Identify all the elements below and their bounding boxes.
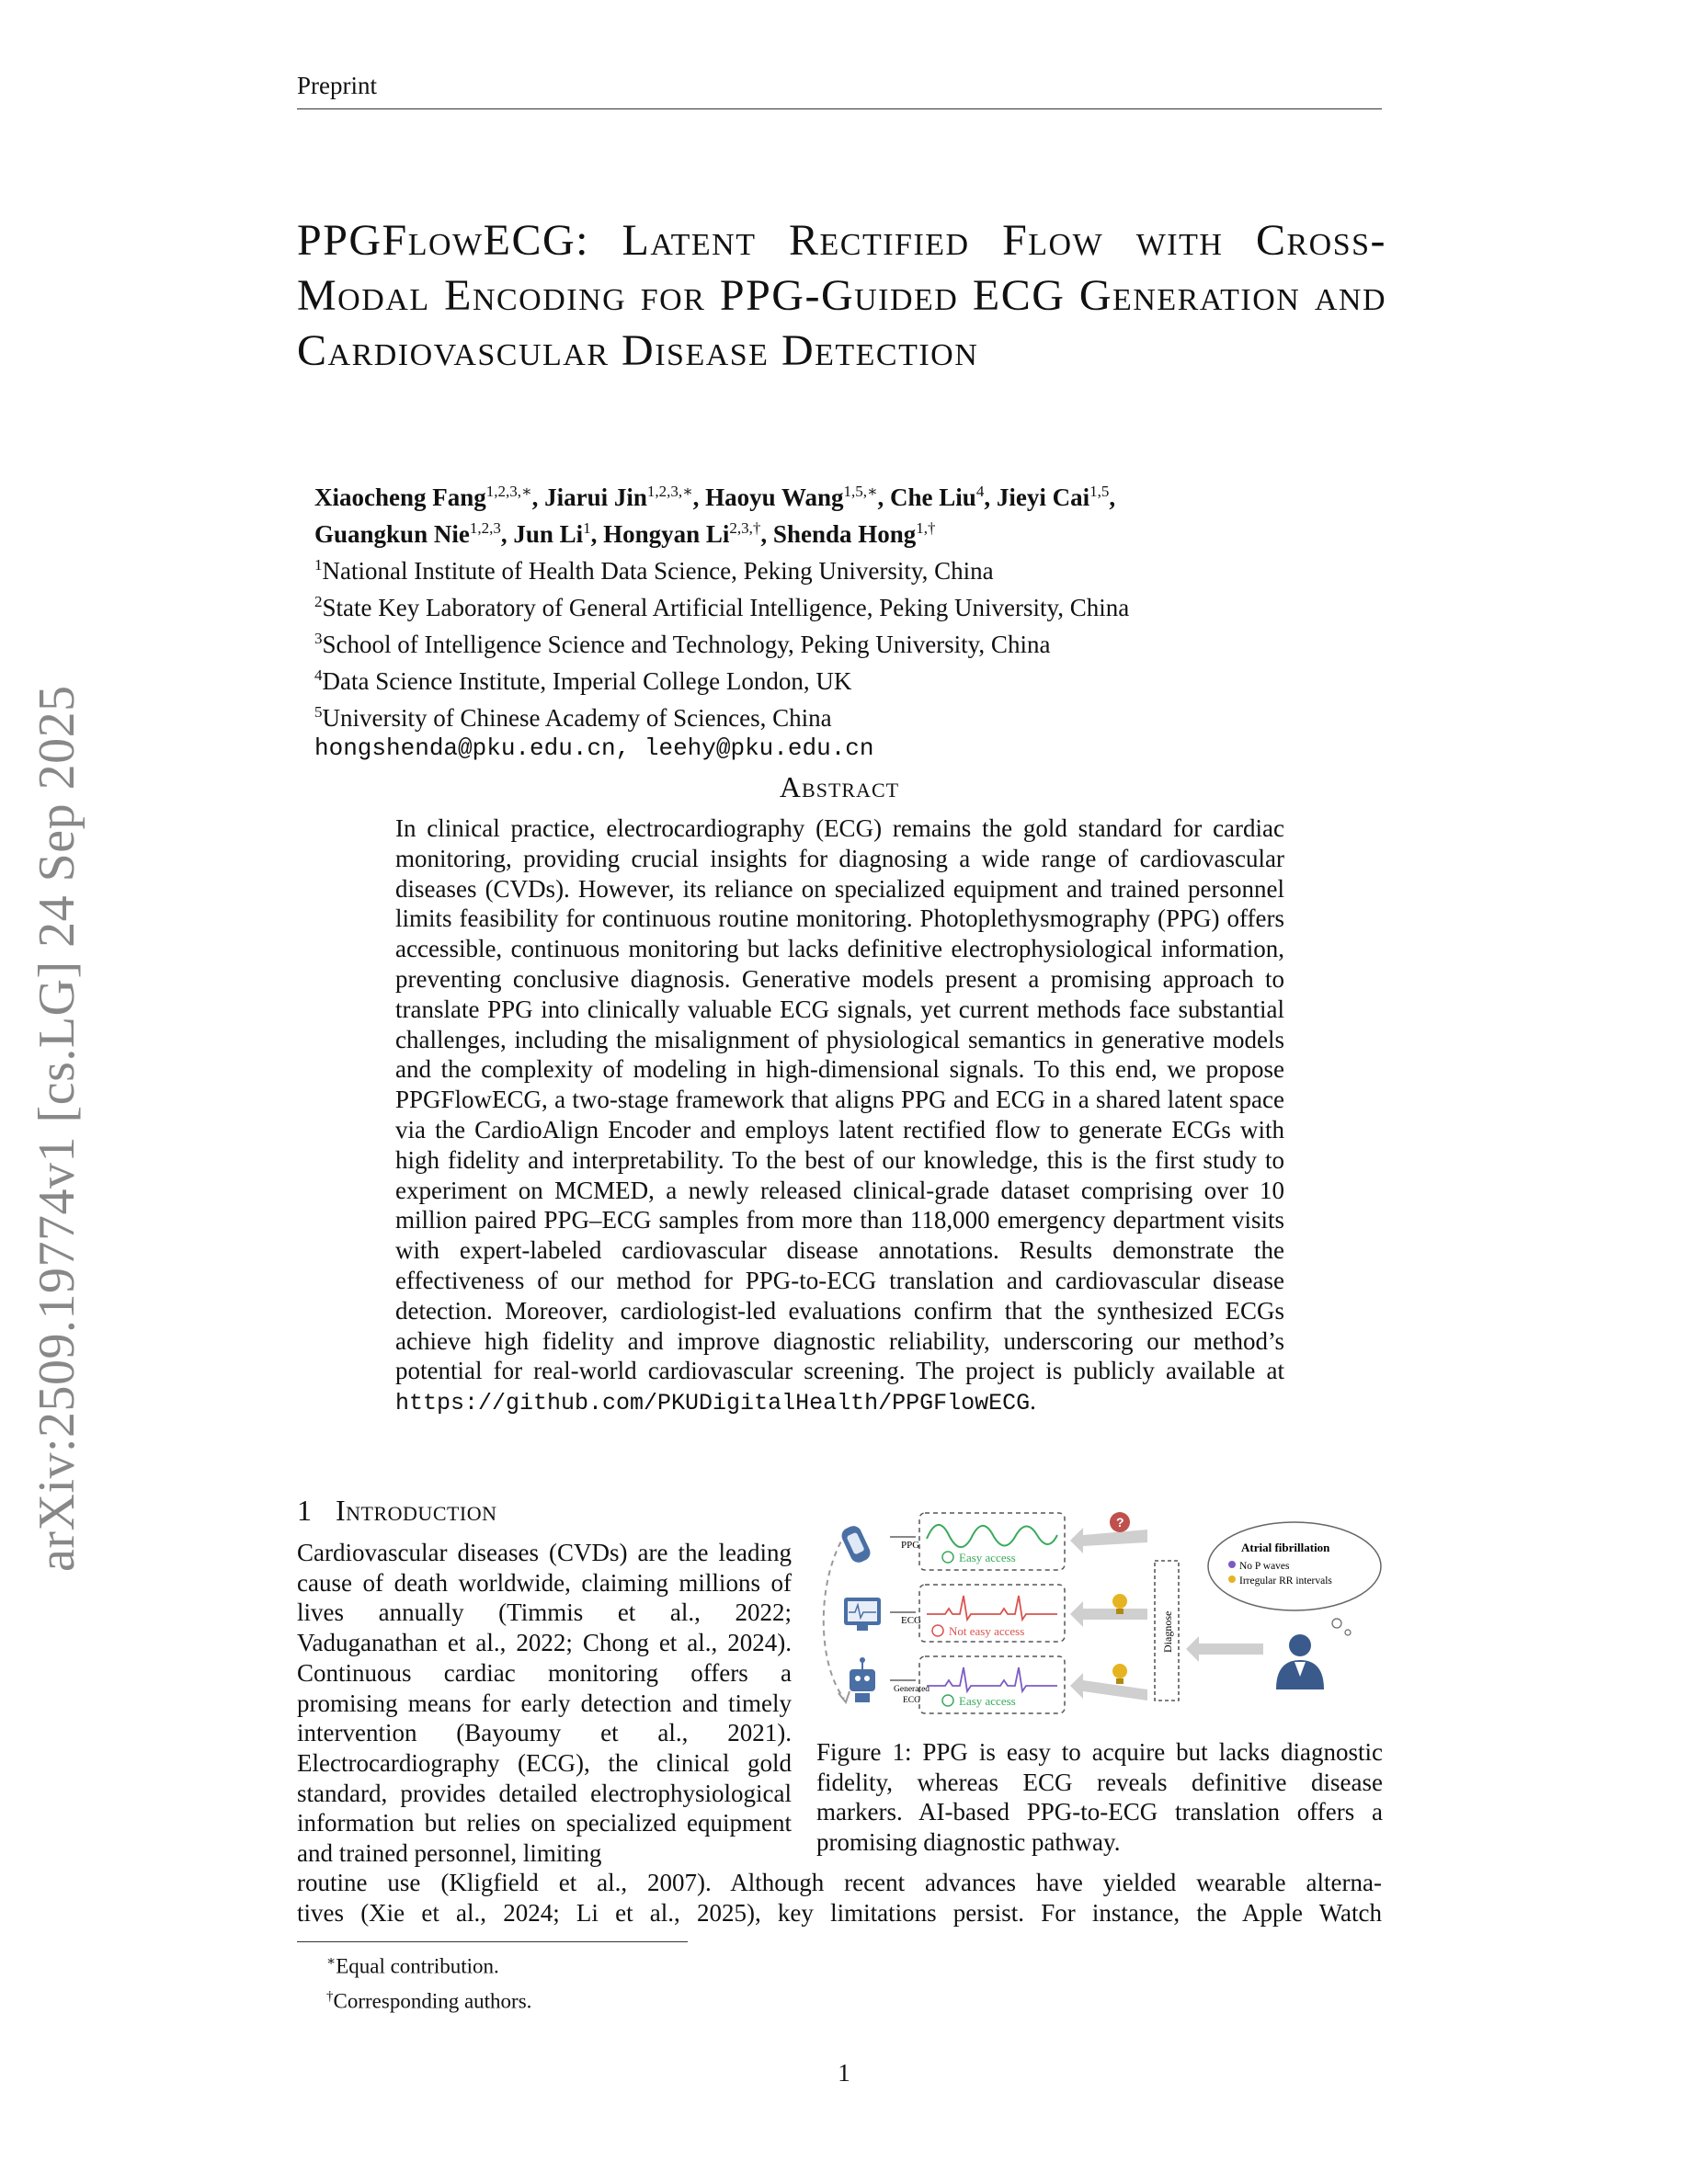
author-sup: 1,2,3,∗ xyxy=(646,483,693,500)
af-title: Atrial fibrillation xyxy=(1241,1541,1330,1554)
lightbulb-icon xyxy=(1112,1664,1127,1684)
author-sup: 1,2,3,∗ xyxy=(485,483,532,500)
yellow-dot xyxy=(1228,1575,1236,1583)
author-name: Jiarui Jin xyxy=(544,483,647,511)
project-url-link[interactable]: https://github.com/PKUDigitalHealth/PPGFlowECG xyxy=(395,1390,1031,1417)
author-name: Che Liu xyxy=(890,483,976,511)
gray-arrow xyxy=(1070,1528,1147,1553)
author-name: Jieyi Cai xyxy=(996,483,1090,511)
affiliation-text: State Key Laboratory of General Artificial Intelligence, Peking University, China xyxy=(322,594,1130,621)
generated-ecg-waveform xyxy=(927,1667,1057,1691)
author-name: Jun Li xyxy=(513,520,584,548)
author-sup: 2,3,† xyxy=(729,519,761,537)
gray-arrow xyxy=(1186,1636,1263,1662)
section-title: Introduction xyxy=(336,1494,497,1527)
generated-ecg-label: Generated xyxy=(894,1685,930,1694)
arxiv-identifier: arXiv:2509.19774v1 [cs.LG] 24 Sep 2025 xyxy=(29,685,86,1572)
contact-emails[interactable]: hongshenda@pku.edu.cn, leehy@pku.edu.cn xyxy=(314,734,874,762)
question-mark: ? xyxy=(1116,1515,1124,1530)
figure-1-diagram xyxy=(816,1506,1386,1726)
ppg-label: PPG xyxy=(901,1540,920,1551)
doctor-icon xyxy=(1276,1634,1324,1689)
author-name: Shenda Hong xyxy=(772,520,917,548)
affiliation-text: School of Intelligence Science and Technology, Peking University, China xyxy=(322,631,1051,658)
affiliation-num: 5 xyxy=(314,703,323,721)
paper-title: PPGFlowECG: Latent Rectified Flow with Cross-Modal Encoding for PPG-Guided ECG Generation and Cardiovascular Disease Detection xyxy=(297,216,1386,375)
ppg-waveform xyxy=(927,1525,1057,1547)
author-name: Haoyu Wang xyxy=(705,483,844,511)
intro-line: routine use (Kligfield et al., 2007). Although recent advances have yielded wearable alterna- xyxy=(297,1869,1382,1896)
footnote-rule xyxy=(297,1941,688,1942)
not-easy-access-label: Not easy access xyxy=(949,1624,1025,1638)
ecg-waveform xyxy=(927,1596,1057,1620)
abstract-end: . xyxy=(1030,1387,1036,1416)
generated-ecg-label: ECG xyxy=(903,1696,920,1705)
easy-access-label: Easy access xyxy=(959,1551,1016,1564)
section-number: 1 xyxy=(297,1494,312,1527)
author-block xyxy=(314,476,1381,764)
ecg-label: ECG xyxy=(901,1615,921,1626)
footnote-text: Corresponding authors. xyxy=(333,1989,532,2013)
author-sup: 1 xyxy=(583,519,591,537)
intro-paragraph-column: Cardiovascular diseases (CVDs) are the leading cause of death worldwide, claiming millions of lives annually (Timmis et al., 2022; Vaduganathan et al., 2022; Chong et al., 2024). Continuous cardiac monitoring offers a promising means for early detection and timely intervention (Bayoumy et al., 2021). Electrocardiography (ECG), the clinical gold standard, provides detailed electrophysiological information but relies on specialized equipment and trained personnel, limiting xyxy=(297,1539,792,1868)
affiliation xyxy=(314,660,1381,697)
frown-icon xyxy=(932,1625,943,1636)
section-heading-introduction xyxy=(297,1494,497,1528)
affiliation xyxy=(314,697,1381,734)
footnote-mark: † xyxy=(326,1988,334,2004)
ecg-monitor-icon xyxy=(844,1598,881,1631)
footnote xyxy=(326,1947,531,1982)
af-item: Irregular RR intervals xyxy=(1239,1575,1332,1587)
affiliation-num: 4 xyxy=(314,666,323,684)
footnotes xyxy=(326,1947,531,2016)
cloud-bubble xyxy=(1332,1619,1341,1628)
author-sup: 1,2,3 xyxy=(469,519,501,537)
author-line-2: Guangkun Nie$^{1,2,3}$, Jun Li$^1$, Hongyan $Li^{2,3,\dagger}$, Shenda Hong$^{1,\dagger}$ xyxy=(314,519,936,548)
author-name: Xiaocheng Fang xyxy=(314,483,486,511)
wearable-band-icon xyxy=(839,1523,873,1565)
intro-line: tives (Xie et al., 2024; Li et al., 2025), key limitations persist. For instance, the Apple Watch xyxy=(297,1898,1382,1927)
affiliation-num: 2 xyxy=(314,593,323,610)
af-item: No P waves xyxy=(1239,1561,1290,1572)
page-number: 1 xyxy=(838,2059,850,2087)
author-sup: 4 xyxy=(975,483,985,500)
smile-icon xyxy=(942,1695,953,1706)
header-label: Preprint xyxy=(297,72,377,99)
author-sup: 1,5 xyxy=(1089,483,1110,500)
dashed-arrow xyxy=(824,1533,846,1699)
affiliation-num: 1 xyxy=(314,556,323,574)
intro-paragraph-full xyxy=(297,1868,1382,1928)
running-header xyxy=(297,72,1382,109)
robot-icon xyxy=(850,1657,875,1702)
affiliation-text: Data Science Institute, Imperial College London, UK xyxy=(322,667,852,695)
smile-icon xyxy=(942,1552,953,1563)
affiliation xyxy=(314,623,1381,660)
affiliation-num: 3 xyxy=(314,630,323,647)
abstract-heading: Abstract xyxy=(779,770,900,803)
abstract-body xyxy=(395,813,1284,1419)
affiliation xyxy=(314,586,1381,623)
footnote xyxy=(326,1982,531,2017)
author-line-1: Xiaocheng Fang$^{1,2,3,∗}$, Jiarui Jin$^{1,2,3,∗}$, Haoyu Wang$^{1,5,∗}$, Che Liu$^4$, Jieyi Cai$^{1,5}$, xyxy=(314,483,1116,511)
purple-dot xyxy=(1228,1561,1236,1568)
footnote-mark: ∗ xyxy=(326,1954,336,1969)
affiliation xyxy=(314,550,1381,586)
author-name: Hongyan Li xyxy=(603,520,730,548)
author-name: Guangkun Nie xyxy=(314,520,470,548)
figure-1-caption: Figure 1: PPG is easy to acquire but lacks diagnostic fidelity, whereas ECG reveals definitive disease markers. AI-based PPG-to-ECG translation offers a promising diagnostic pathway. xyxy=(816,1738,1383,1856)
cloud-bubble xyxy=(1345,1630,1351,1635)
affiliation-text: National Institute of Health Data Science, Peking University, China xyxy=(322,557,994,585)
diagnose-label: Diagnose xyxy=(1161,1610,1174,1653)
gray-arrow xyxy=(1070,1601,1147,1627)
author-sup: 1,5,∗ xyxy=(843,483,878,500)
affiliation-text: University of Chinese Academy of Sciences, China xyxy=(322,704,832,732)
gray-arrow xyxy=(1070,1673,1147,1701)
easy-access-label: Easy access xyxy=(959,1694,1016,1708)
footnote-text: Equal contribution. xyxy=(336,1954,499,1978)
author-sup: 1,† xyxy=(916,519,936,537)
abstract-text: In clinical practice, electrocardiography (ECG) remains the gold standard for cardiac monitoring, providing crucial insights for diagnosing a wide range of cardiovascular diseases (CVDs). However, its reliance on specialized equipment and trained personnel limits feasibility for continuous routine monitoring. Photoplethysmography (PPG) offers accessible, continuous monitoring but lacks definitive electrophysiological information, preventing conclusive diagnosis. Generative models present a promising approach to translate PPG into clinically valuable ECG signals, yet current methods face substantial challenges, including the misalignment of physiological semantics in generative models and the complexity of modeling in high-dimensional signals. To this end, we propose PPGFlowECG, a two-stage framework that aligns PPG and ECG in a shared latent space via the CardioAlign Encoder and employs latent rectified flow to generate ECGs with high fidelity and interpretability. To the best of our knowledge, this is the first study to experiment on MCMED, a newly released clinical-grade dataset comprising over 10 million paired PPG–ECG samples from more than 118,000 emergency department visits with expert-labeled cardiovascular disease annotations. Results demonstrate the effectiveness of our method for PPG-to-ECG translation and cardiovascular disease detection. Moreover, cardiologist-led evaluations confirm that the synthesized ECGs achieve high fidelity and improve diagnostic reliability, underscoring our method’s potential for real-world cardiovascular screening. The project is publicly available at xyxy=(395,814,1284,1385)
